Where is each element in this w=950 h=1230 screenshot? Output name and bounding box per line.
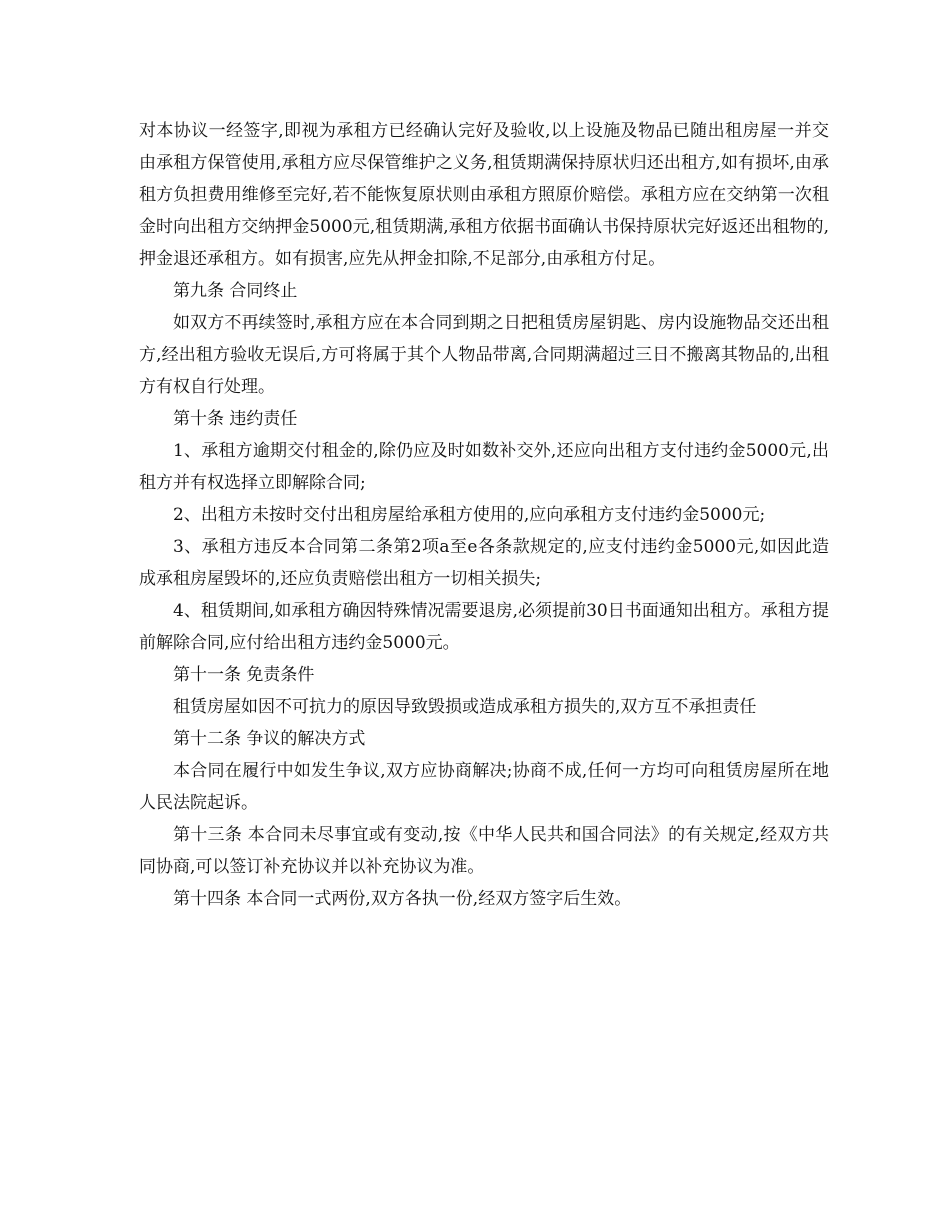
article-9-body: 如双方不再续签时,承租方应在本合同到期之日把租赁房屋钥匙、房内设施物品交还出租方,经出租方验收无误后,方可将属于其个人物品带离,合同期满超过三日不搬离其物品的,出租方有权自行处理。 (139, 313, 829, 397)
article-10-item-1: 1、承租方逾期交付租金的,除仍应及时如数补交外,还应向出租方支付违约金5000元,出租方并有权选择立即解除合同; (139, 441, 829, 493)
article-10-item-2: 2、出租方未按时交付出租房屋给承租方使用的,应向承租方支付违约金5000元; (173, 505, 766, 525)
article-14: 第十四条 本合同一式两份,双方各执一份,经双方签字后生效。 (173, 889, 632, 909)
article-9-heading: 第九条 合同终止 (173, 281, 298, 301)
article-10-heading: 第十条 违约责任 (173, 409, 298, 429)
article-12-body: 本合同在履行中如发生争议,双方应协商解决;协商不成,任何一方均可向租赁房屋所在地人民法院起诉。 (139, 761, 829, 813)
article-10-item-4: 4、租赁期间,如承租方确因特殊情况需要退房,必须提前30日书面通知出租方。承租方提前解除合同,应付给出租方违约金5000元。 (139, 601, 829, 653)
article-12-heading: 第十二条 争议的解决方式 (173, 729, 366, 749)
article-13: 第十三条 本合同未尽事宜或有变动,按《中华人民共和国合同法》的有关规定,经双方共同协商,可以签订补充协议并以补充协议为准。 (139, 825, 829, 877)
document-body (139, 115, 829, 915)
article-10-item-3: 3、承租方违反本合同第二条第2项a至e各条款规定的,应支付违约金5000元,如因此造成承租房屋毁坏的,还应负责赔偿出租方一切相关损失; (139, 537, 829, 589)
article-11-body: 租赁房屋如因不可抗力的原因导致毁损或造成承租方损失的,双方互不承担责任 (173, 697, 757, 717)
article-11-heading: 第十一条 免责条件 (173, 665, 315, 685)
paragraph-deposit-terms: 对本协议一经签字,即视为承租方已经确认完好及验收,以上设施及物品已随出租房屋一并交由承租方保管使用,承租方应尽保管维护之义务,租赁期满保持原状归还出租方,如有损坏,由承租方负担费用维修至完好,若不能恢复原状则由承租方照原价赔偿。承租方应在交纳第一次租金时向出租方交纳押金5000元,租赁期满,承租方依据书面确认书保持原状完好返还出租物的, 押金退还承租方。如有损害,应先从押金扣除,不足部分,由承租方付足。 (139, 121, 829, 269)
